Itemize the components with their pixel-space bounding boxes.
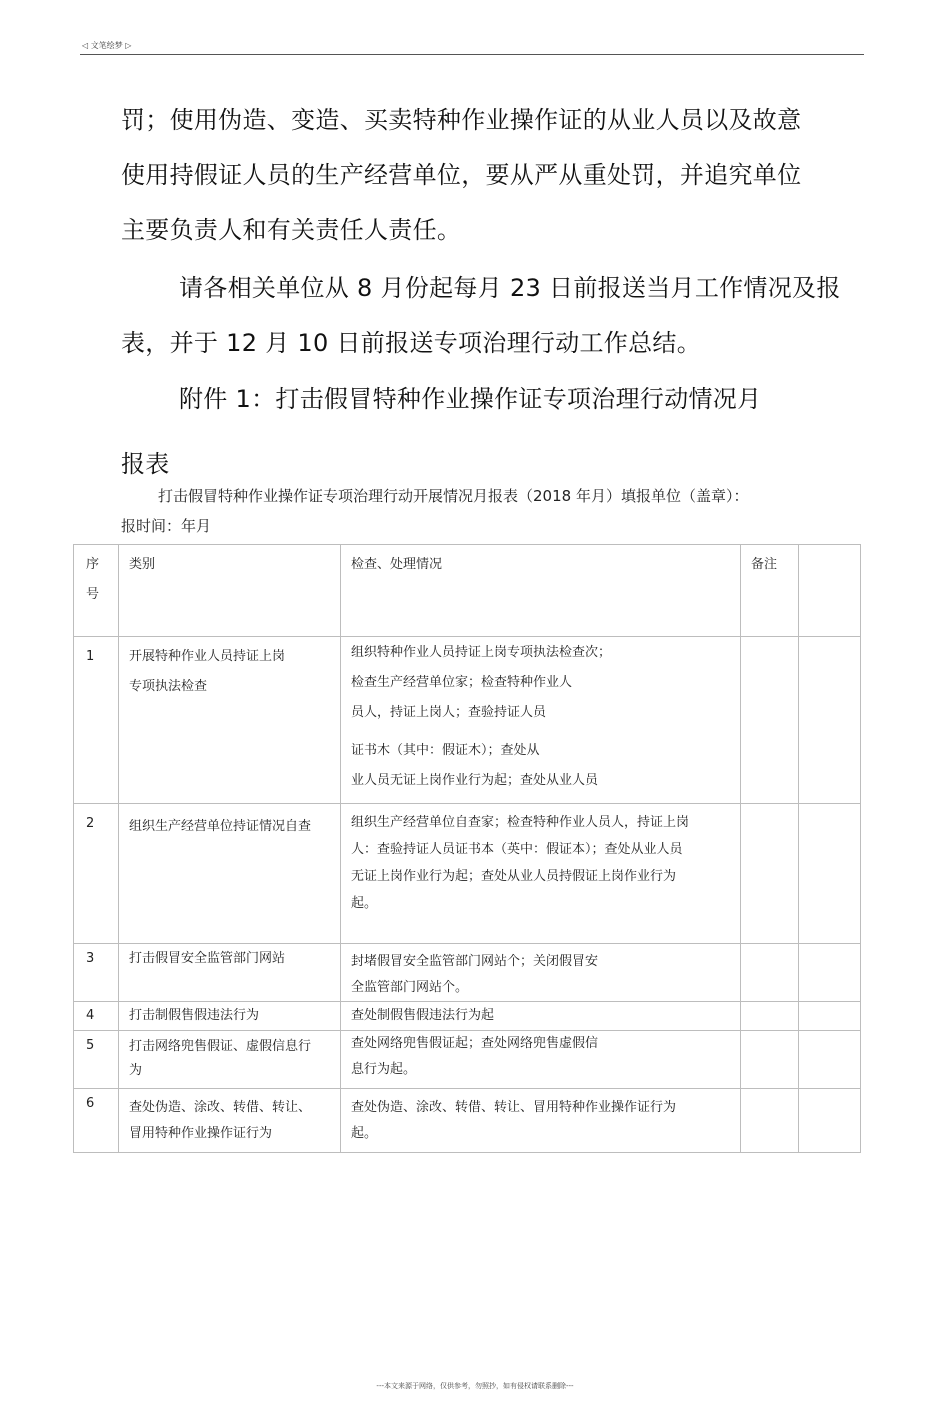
attachment-title: 附件 1：打击假冒特种作业操作证专项治理行动情况月 [179, 385, 762, 413]
report-table [73, 544, 861, 1153]
row-remarks [741, 637, 799, 804]
row-category: 打击网络兜售假证、虚假信息行 为 [119, 1031, 341, 1089]
attachment-title-cont: 报表 [121, 450, 170, 478]
table-row [74, 1089, 861, 1153]
row-remarks [741, 944, 799, 1002]
row-extra [799, 1002, 861, 1031]
row-remarks [741, 804, 799, 944]
row-details: 查处伪造、涂改、转借、转让、冒用特种作业操作证行为 起。 [341, 1089, 741, 1153]
table-row [74, 944, 861, 1002]
report-time: 报时间：年月 [121, 517, 212, 535]
row-details: 封堵假冒安全监管部门网站个；关闭假冒安 全监管部门网站个。 [341, 944, 741, 1002]
row-no: 4 [74, 1002, 119, 1031]
paragraph-line: 主要负责人和有关责任人责任。 [121, 216, 462, 244]
header-no: 序 号 [74, 545, 119, 637]
paragraph-line: 罚；使用伪造、变造、买卖特种作业操作证的从业人员以及故意 [121, 106, 802, 134]
paragraph-line: 使用持假证人员的生产经营单位，要从严从重处罚，并追究单位 [121, 161, 802, 189]
header-remarks: 备注 [741, 545, 799, 637]
row-extra [799, 1031, 861, 1089]
row-remarks [741, 1002, 799, 1031]
row-no: 2 [74, 804, 119, 944]
table-header-row [74, 545, 861, 637]
row-category: 开展特种作业人员持证上岗 专项执法检查 [119, 637, 341, 804]
row-remarks [741, 1031, 799, 1089]
table-row [74, 804, 861, 944]
row-extra [799, 1089, 861, 1153]
row-extra [799, 804, 861, 944]
table-row [74, 1002, 861, 1031]
row-no: 3 [74, 944, 119, 1002]
row-category: 打击假冒安全监管部门网站 [119, 944, 341, 1002]
paragraph-line: 表，并于 12 月 10 日前报送专项治理行动工作总结。 [121, 329, 701, 357]
row-details: 查处网络兜售假证起；查处网络兜售虚假信 息行为起。 [341, 1031, 741, 1089]
row-no: 5 [74, 1031, 119, 1089]
row-category: 打击制假售假违法行为 [119, 1002, 341, 1031]
table-row [74, 1031, 861, 1089]
row-extra [799, 944, 861, 1002]
row-no: 6 [74, 1089, 119, 1153]
header-category: 类别 [119, 545, 341, 637]
row-details: 组织特种作业人员持证上岗专项执法检查次； 检查生产经营单位家；检查特种作业人 员人，持证上岗人；查验持证人员 证书木（其中：假证木）；查处从 业人员无证上岗作业行为起；查处从业人员 [341, 637, 741, 804]
page-header: ◁ 文笔绘梦 ▷ [82, 41, 132, 50]
table-row [74, 637, 861, 804]
row-remarks [741, 1089, 799, 1153]
paragraph-line: 请各相关单位从 8 月份起每月 23 日前报送当月工作情况及报 [179, 274, 841, 302]
header-divider [80, 54, 864, 55]
row-details: 查处制假售假违法行为起 [341, 1002, 741, 1031]
row-extra [799, 637, 861, 804]
report-title: 打击假冒特种作业操作证专项治理行动开展情况月报表（2018 年月）填报单位（盖章）： [158, 487, 749, 505]
page-footer: ---本文来源于网络，仅供参考，勿照抄，如有侵权请联系删除--- [376, 1382, 574, 1390]
row-category: 查处伪造、涂改、转借、转让、 冒用特种作业操作证行为 [119, 1089, 341, 1153]
row-details: 组织生产经营单位自查家；检查特种作业人员人，持证上岗 人：查验持证人员证书本（英中：假证本）；查处从业人员 无证上岗作业行为起；查处从业人员持假证上岗作业行为 起。 [341, 804, 741, 944]
header-extra [799, 545, 861, 637]
header-details: 检查、处理情况 [341, 545, 741, 637]
row-category: 组织生产经营单位持证情况自查 [119, 804, 341, 944]
row-no: 1 [74, 637, 119, 804]
